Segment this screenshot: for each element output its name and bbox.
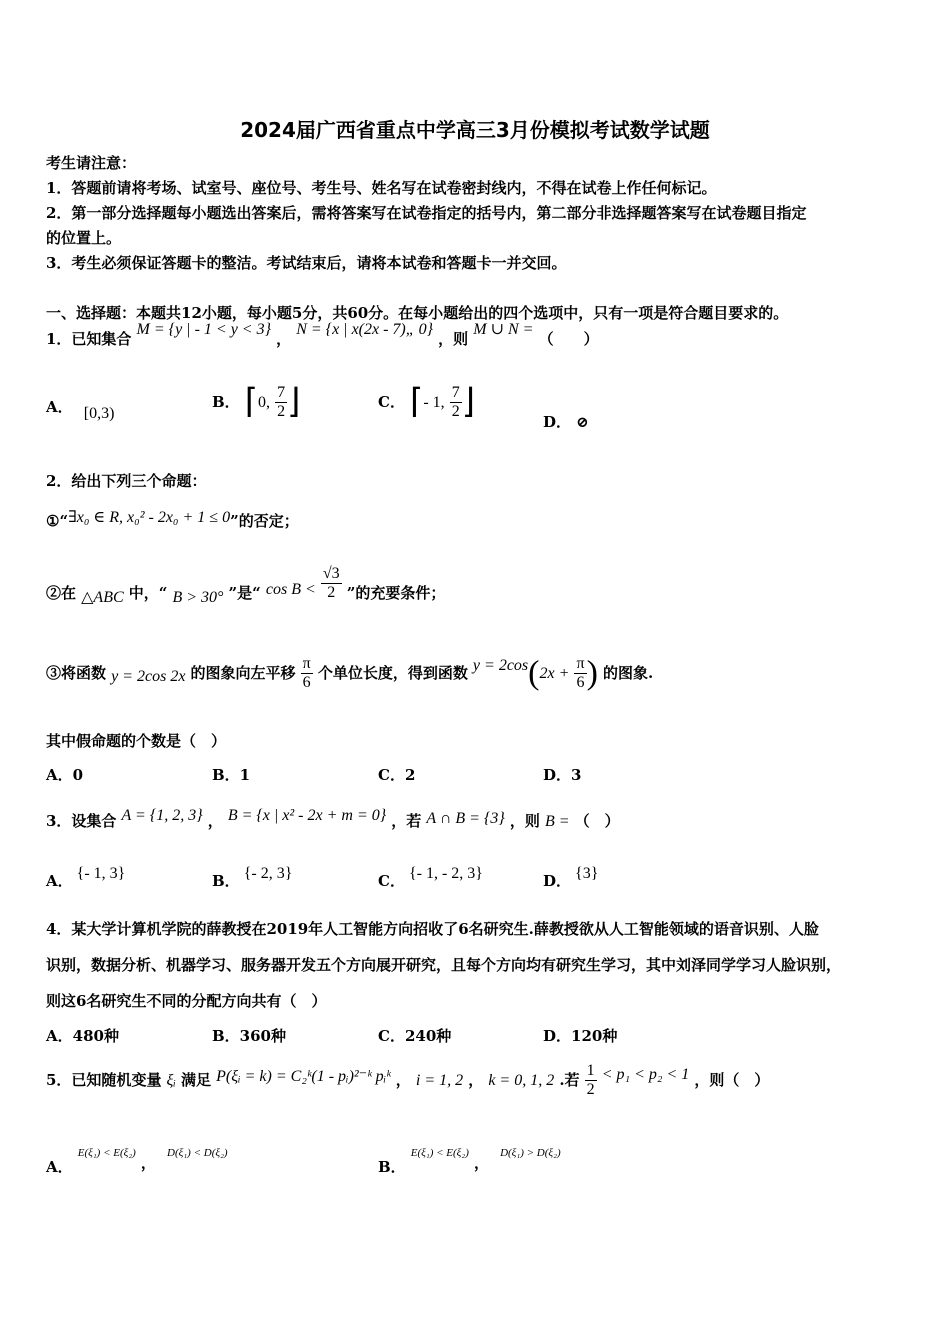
- question-5: 5．已知随机变量 ξᵢ 满足 P(ξᵢ = k) = C₂ᵏ(1 - pᵢ)²⁻ᵏ pᵢᵏ ， i = 1, 2 ， k = 0, 1, 2 .若 $\frac{1}{2}$ < p₁ < p₂ < 1 ，则（ ）: [46, 1062, 770, 1098]
- q3-option-d: D． {3}: [543, 865, 599, 890]
- answer-blank: （ ）: [574, 812, 620, 830]
- q1-option-b: B． ⌈0, $\frac{7}{2}$ ⌋: [212, 383, 301, 421]
- q3-option-c: C． {- 1, - 2, 3}: [378, 865, 483, 890]
- section-heading: 一、选择题：本题共12小题，每小题5分，共60分。在每小题给出的四个选项中，只有一项是符合题目要求的。: [46, 304, 789, 322]
- question-3: 3．设集合 A = {1, 2, 3} ， B = {x | x² - 2x + m = 0} ，若 A ∩ B = {3} ，则 B = （ ）: [46, 807, 620, 830]
- notice-item: 的位置上。: [46, 229, 122, 247]
- q5-formula: P(ξᵢ = k) = C₂ᵏ(1 - pᵢ)²⁻ᵏ pᵢᵏ: [216, 1068, 391, 1085]
- notice-item: 2．第一部分选择题每小题选出答案后，需将答案写在试卷指定的括号内，第二部分非选择题答案写在试卷题目指定: [46, 204, 807, 222]
- question-1: 1．已知集合 M = {y | - 1 < y < 3} ， N = {x | x(2x - 7)„ 0} ，则 M ∪ N = （ ）: [46, 321, 599, 348]
- q3-option-b: B． {- 2, 3}: [212, 865, 293, 890]
- q4-option-b: B．360种: [212, 1027, 286, 1045]
- q1-set-n: N = {x | x(2x - 7)„ 0}: [296, 321, 434, 338]
- q2-option-a: A．0: [46, 766, 84, 784]
- q3-stem: 3．设集合: [46, 812, 117, 830]
- notice-heading: 考生请注意：: [46, 154, 137, 172]
- q1-union: M ∪ N =: [473, 321, 534, 338]
- q2-question: 其中假命题的个数是（ ）: [46, 732, 227, 750]
- notice-item: 1．答题前请将考场、试室号、座位号、考生号、姓名写在试卷密封线内，不得在试卷上作任何标记。: [46, 179, 717, 197]
- q2-stem: 2．给出下列三个命题：: [46, 472, 207, 490]
- q3-set-a: A = {1, 2, 3}: [121, 807, 203, 824]
- q5-stem: 5．已知随机变量: [46, 1071, 162, 1089]
- q4-option-d: D．120种: [543, 1027, 618, 1045]
- q4-option-c: C．240种: [378, 1027, 452, 1045]
- q1-option-a: A． [0,3): [46, 398, 115, 422]
- answer-blank: （ ）: [538, 330, 599, 348]
- q1-set-m: M = {y | - 1 < y < 3}: [136, 321, 271, 338]
- q2-proposition-2: ②在 △ABC 中，“ B > 30° ”是“ cos B < $\frac{√3}{2}$ ”的充要条件；: [46, 565, 446, 606]
- q3-option-a: A． {- 1, 3}: [46, 865, 126, 890]
- q2-option-c: C．2: [378, 766, 416, 784]
- q3-set-b: B = {x | x² - 2x + m = 0}: [227, 807, 387, 824]
- q2-option-d: D．3: [543, 766, 582, 784]
- q4-line: 则这6名研究生不同的分配方向共有（ ）: [46, 992, 327, 1010]
- q4-line: 识别，数据分析、机器学习、服务器开发五个方向展开研究，且每个方向均有研究生学习，其中刘泽同学学习人脸识别，: [46, 956, 842, 974]
- notice-item: 3．考生必须保证答题卡的整洁。考试结束后，请将本试卷和答题卡一并交回。: [46, 254, 567, 272]
- q2-proposition-1: ①“∃x₀ ∈ R, x₀² - 2x₀ + 1 ≤ 0”的否定；: [46, 509, 299, 530]
- q1-stem: 1．已知集合: [46, 330, 132, 348]
- q4-option-a: A．480种: [46, 1027, 119, 1045]
- q5-option-a: A． E(ξ₁) < E(ξ₂) ， D(ξ₁) < D(ξ₂): [46, 1147, 228, 1176]
- q2-proposition-3: ③将函数 y = 2cos 2x 的图象向左平移 $\frac{\pi}{6}$ 个单位长度，得到函数 y = 2cos(2x + $\frac{\pi}{6}$ ) 的图象.: [46, 654, 654, 692]
- page-title: 2024届广西省重点中学高三3月份模拟考试数学试题: [240, 118, 710, 142]
- q5-option-b: B． E(ξ₁) < E(ξ₂) ， D(ξ₁) > D(ξ₂): [378, 1147, 561, 1176]
- q1-option-d: D． ⊘: [543, 413, 589, 431]
- q2-option-b: B．1: [212, 766, 251, 784]
- q1-option-c: C． ⌈- 1, $\frac{7}{2}$ ⌋: [378, 383, 475, 421]
- q4-line: 4．某大学计算机学院的薛教授在2019年人工智能方向招收了6名研究生.薛教授欲从人工智能领域的语音识别、人脸: [46, 920, 819, 938]
